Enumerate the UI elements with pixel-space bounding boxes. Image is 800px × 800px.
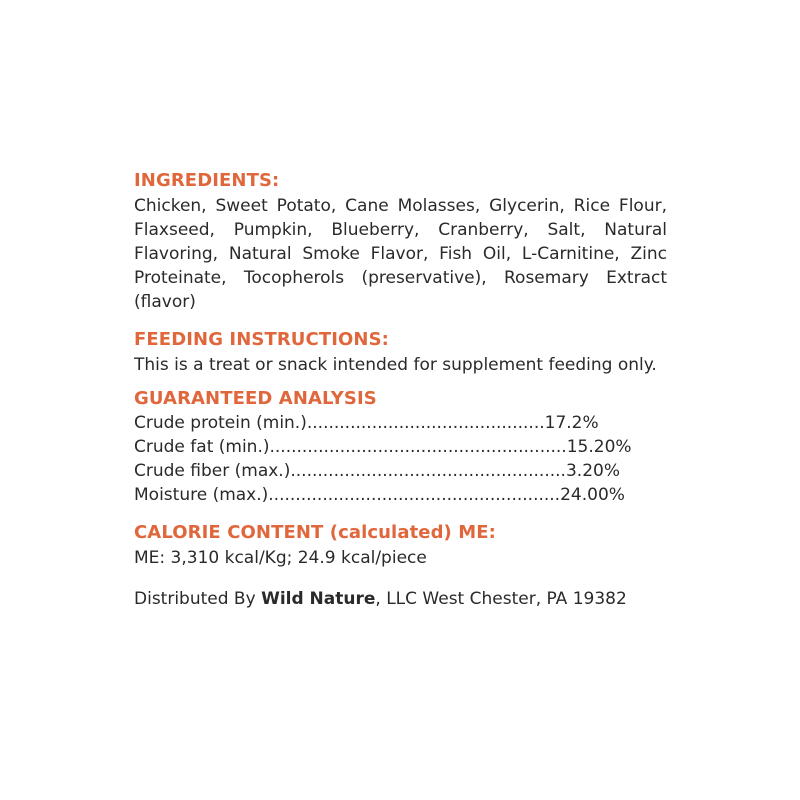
- dot-leader: .......................................................: [269, 437, 567, 457]
- dot-leader: ............................................: [306, 413, 545, 433]
- ingredients-text: Chicken, Sweet Potato, Cane Molasses, Glycerin, Rice Flour, Flaxseed, Pumpkin, Blueberry, Cranberry, Salt, Natural Flavoring, Natural Smoke Flavor, Fish Oil, L-Carnitine, Zinc Proteinate, Tocopherols (preservative), Rosemary Extract (flavor): [134, 196, 667, 312]
- guaranteed-analysis-table: [134, 411, 654, 507]
- feeding-instructions-heading: FEEDING INSTRUCTIONS:: [134, 329, 389, 350]
- calorie-content-heading: CALORIE CONTENT (calculated) ME:: [134, 522, 496, 543]
- ingredients-heading: INGREDIENTS:: [134, 170, 280, 191]
- dot-leader: ...................................................: [290, 461, 566, 481]
- analysis-row-moisture: [134, 483, 654, 507]
- analysis-row-fat: [134, 435, 654, 459]
- analysis-label: Moisture (max.): [134, 485, 269, 505]
- distributor-prefix: Distributed By: [134, 589, 262, 609]
- label-panel: [134, 170, 667, 628]
- analysis-label: Crude fiber (max.): [134, 461, 291, 481]
- guaranteed-analysis-heading: GUARANTEED ANALYSIS: [134, 388, 377, 409]
- analysis-row-protein: [134, 411, 654, 435]
- analysis-value: 24.00%: [560, 485, 625, 505]
- analysis-value: 17.2%: [544, 413, 599, 433]
- distributor-line: [134, 587, 667, 611]
- analysis-label: Crude protein (min.): [134, 413, 307, 433]
- calorie-content-text: ME: 3,310 kcal/Kg; 24.9 kcal/piece: [134, 548, 427, 568]
- analysis-value: 3.20%: [565, 461, 620, 481]
- analysis-label: Crude fat (min.): [134, 437, 270, 457]
- analysis-row-fiber: [134, 459, 654, 483]
- feeding-instructions-text: This is a treat or snack intended for supplement feeding only.: [134, 355, 657, 375]
- distributor-suffix: , LLC West Chester, PA 19382: [375, 589, 627, 609]
- analysis-value: 15.20%: [566, 437, 632, 457]
- distributor-brand: Wild Nature: [261, 589, 376, 609]
- dot-leader: ......................................................: [268, 485, 561, 505]
